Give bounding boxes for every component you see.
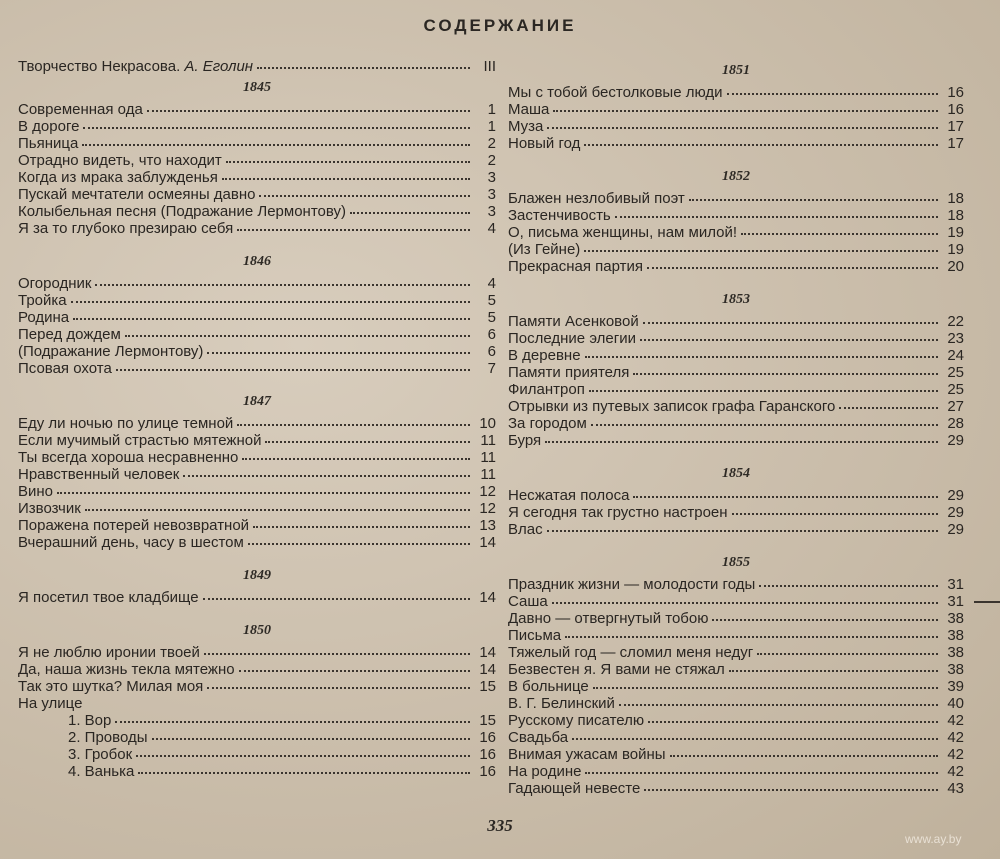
entry-title: 3. Гробок [68, 746, 133, 763]
entry-page: 14 [479, 661, 496, 678]
entry-page: 29 [947, 504, 964, 521]
year-heading: 1850 [243, 623, 271, 638]
entry-page: 25 [947, 364, 964, 381]
entry-page: 20 [947, 258, 964, 275]
dot-leader [757, 647, 938, 655]
entry-title: В больнице [508, 678, 589, 695]
toc-entry [508, 661, 964, 678]
year-heading: 1846 [243, 254, 271, 269]
toc-entry [18, 644, 496, 661]
toc-entry [508, 381, 964, 398]
entry-page: 42 [947, 729, 964, 746]
toc-entry [18, 483, 496, 500]
section-gap [18, 606, 496, 618]
dot-leader [643, 316, 938, 324]
entry-page: 29 [947, 432, 964, 449]
entry-title: Отрывки из путевых записок графа Гаранского [508, 398, 836, 415]
entry-title: Маша [508, 101, 550, 118]
entry-page: 12 [479, 500, 496, 517]
toc-entry [508, 780, 964, 797]
entry-page: 15 [479, 712, 496, 729]
entry-page: 14 [479, 534, 496, 551]
entry-page: 39 [947, 678, 964, 695]
dot-leader [85, 503, 470, 511]
entry-page: 31 [947, 593, 964, 610]
entry-title: 1. Вор [68, 712, 112, 729]
intro-page: III [483, 58, 496, 75]
dot-leader [584, 244, 938, 252]
entry-title: Блажен незлобивый поэт [508, 190, 685, 207]
toc-entry [18, 203, 496, 220]
entry-title: Мы с тобой бестолковые люди [508, 84, 723, 101]
dot-leader [248, 537, 470, 545]
toc-entry [508, 347, 964, 364]
toc-entry [18, 712, 496, 729]
entry-title: Тяжелый год — сломил меня недуг [508, 644, 754, 661]
entry-page: 11 [480, 466, 496, 483]
entry-page: 12 [479, 483, 496, 500]
dot-leader [759, 579, 938, 587]
entry-page: 38 [947, 610, 964, 627]
year-heading: 1854 [722, 466, 750, 481]
toc-entry [18, 534, 496, 551]
dot-leader [670, 749, 938, 757]
entry-title: Псовая охота [18, 360, 112, 377]
section-gap [18, 377, 496, 389]
entry-page: 7 [487, 360, 496, 377]
entry-title: Влас [508, 521, 543, 538]
dot-leader [204, 647, 470, 655]
toc-entry [18, 309, 496, 326]
entry-title: В деревне [508, 347, 581, 364]
entry-title: Пьяница [18, 135, 79, 152]
entry-page: 42 [947, 763, 964, 780]
entry-title: Я сегодня так грустно настроен [508, 504, 728, 521]
toc-entry [508, 84, 964, 101]
entry-page: 25 [947, 381, 964, 398]
entry-page: 11 [480, 449, 496, 466]
entry-page: 11 [480, 432, 496, 449]
toc-entry [18, 500, 496, 517]
entry-title: Буря [508, 432, 542, 449]
entry-page: 10 [479, 415, 496, 432]
toc-entry [508, 593, 964, 610]
dot-leader [237, 223, 470, 231]
entry-title: В дороге [18, 118, 80, 135]
dot-leader [565, 630, 938, 638]
entry-title: Вино [18, 483, 54, 500]
dot-leader [147, 104, 470, 112]
entry-title: Отрадно видеть, что находит [18, 152, 222, 169]
entry-title: Пускай мечтатели осмеяны давно [18, 186, 256, 203]
toc-entry [18, 135, 496, 152]
entry-title: Поражена потерей невозвратной [18, 517, 250, 534]
dot-leader [553, 104, 938, 112]
toc-entry [508, 190, 964, 207]
dot-leader [648, 715, 938, 723]
entry-page: 23 [947, 330, 964, 347]
dot-leader [207, 681, 470, 689]
dot-leader [727, 87, 938, 95]
dot-leader [257, 61, 470, 69]
entry-page: 16 [947, 84, 964, 101]
entry-title: Ты всегда хороша несравненно [18, 449, 239, 466]
section-gap [18, 237, 496, 249]
dot-leader [552, 596, 938, 604]
dot-leader [585, 350, 938, 358]
entry-page: 15 [479, 678, 496, 695]
section-gap [18, 551, 496, 563]
entry-title: Русскому писателю [508, 712, 645, 729]
entry-title: Праздник жизни — молодости годы [508, 576, 756, 593]
toc-entry [18, 729, 496, 746]
entry-page: 38 [947, 627, 964, 644]
toc-entry [18, 360, 496, 377]
entry-title: Давно — отвергнутый тобою [508, 610, 709, 627]
toc-intro-row [18, 58, 496, 75]
entry-page: 28 [947, 415, 964, 432]
dot-leader [57, 486, 470, 494]
toc-entry [508, 763, 964, 780]
dot-leader [136, 749, 470, 757]
intro-text: Творчество Некрасова. [18, 58, 181, 75]
toc-entry [508, 695, 964, 712]
dot-leader [265, 435, 470, 443]
toc-entry [508, 364, 964, 381]
toc-entry [18, 449, 496, 466]
entry-title: Прекрасная партия [508, 258, 643, 275]
left-sections [18, 75, 496, 780]
toc-entry [18, 678, 496, 695]
entry-title: Так это шутка? Милая моя [18, 678, 204, 695]
toc-entry [508, 313, 964, 330]
entry-title: Да, наша жизнь текла мятежно [18, 661, 235, 678]
dot-leader [239, 664, 470, 672]
entry-page: 19 [947, 241, 964, 258]
dot-leader [712, 613, 938, 621]
dot-leader [619, 698, 938, 706]
entry-title: Если мучимый страстью мятежной [18, 432, 262, 449]
dot-leader [350, 206, 470, 214]
dot-leader [259, 189, 470, 197]
dot-leader [732, 507, 938, 515]
dot-leader [584, 138, 938, 146]
dot-leader [547, 121, 938, 129]
entry-page: 18 [947, 190, 964, 207]
entry-title: Муза [508, 118, 544, 135]
dot-leader [615, 210, 938, 218]
entry-page: 16 [479, 763, 496, 780]
entry-page: 42 [947, 746, 964, 763]
dot-leader [644, 783, 938, 791]
entry-page: 24 [947, 347, 964, 364]
year-heading: 1849 [243, 568, 271, 583]
entry-page: 29 [947, 487, 964, 504]
entry-page: 1 [487, 101, 496, 118]
section-gap [508, 538, 964, 550]
entry-page: 27 [947, 398, 964, 415]
toc-entry [508, 678, 964, 695]
toc-entry [18, 432, 496, 449]
entry-title: Когда из мрака заблужденья [18, 169, 218, 186]
toc-entry [18, 343, 496, 360]
dot-leader [207, 346, 470, 354]
entry-title: Перед дождем [18, 326, 121, 343]
entry-title: Тройка [18, 292, 67, 309]
dot-leader [585, 766, 938, 774]
year-heading: 1852 [722, 169, 750, 184]
entry-title: О, письма женщины, нам милой! [508, 224, 738, 241]
dot-leader [116, 363, 470, 371]
year-heading: 1855 [722, 555, 750, 570]
entry-page: 5 [487, 292, 496, 309]
entry-title: Письма [508, 627, 562, 644]
entry-title: Современная ода [18, 101, 143, 118]
entry-title: Свадьба [508, 729, 569, 746]
entry-page: 2 [487, 135, 496, 152]
entry-page: 4 [487, 275, 496, 292]
dot-leader [591, 418, 938, 426]
entry-title: Филантроп [508, 381, 585, 398]
toc-entry [508, 258, 964, 275]
entry-title: В. Г. Белинский [508, 695, 615, 712]
dot-leader [633, 490, 938, 498]
toc-entry [508, 432, 964, 449]
entry-title: 4. Ванька [68, 763, 135, 780]
entry-title: Памяти Асенковой [508, 313, 639, 330]
entry-page: 6 [487, 343, 496, 360]
entry-title: На родине [508, 763, 582, 780]
dot-leader [125, 329, 470, 337]
entry-title: Памяти приятеля [508, 364, 630, 381]
dot-leader [729, 664, 938, 672]
toc-entry [18, 118, 496, 135]
entry-page: 3 [487, 186, 496, 203]
toc-entry [18, 466, 496, 483]
dot-leader [152, 732, 471, 740]
entry-page: 29 [947, 521, 964, 538]
toc-entry [18, 661, 496, 678]
entry-page: 17 [947, 118, 964, 135]
entry-title: Я за то глубоко презираю себя [18, 220, 234, 237]
toc-entry [18, 746, 496, 763]
dot-leader [593, 681, 938, 689]
toc-column-right [508, 58, 964, 797]
toc-entry [508, 610, 964, 627]
toc-entry [508, 241, 964, 258]
dot-leader [839, 401, 938, 409]
entry-title: (Из Гейне) [508, 241, 581, 258]
page-number: 335 [487, 816, 513, 835]
entry-page: 18 [947, 207, 964, 224]
toc-entry [508, 487, 964, 504]
toc-entry [508, 398, 964, 415]
toc-entry [508, 521, 964, 538]
entry-title: Нравственный человек [18, 466, 180, 483]
entry-title: Извозчик [18, 500, 81, 517]
toc-entry [508, 627, 964, 644]
entry-page: 14 [479, 589, 496, 606]
toc-entry [508, 576, 964, 593]
toc-entry [18, 169, 496, 186]
toc-column-left [18, 58, 496, 780]
year-heading: 1847 [243, 394, 271, 409]
dot-leader [222, 172, 470, 180]
dot-leader [689, 193, 938, 201]
intro-author: А. Еголин [184, 58, 254, 75]
entry-title: Родина [18, 309, 70, 326]
section-gap [508, 275, 964, 287]
entry-page: 6 [487, 326, 496, 343]
toc-entry [18, 695, 496, 712]
dot-leader [647, 261, 938, 269]
dot-leader [572, 732, 938, 740]
toc-entry [508, 415, 964, 432]
entry-title: Несжатая полоса [508, 487, 630, 504]
section-gap [508, 152, 964, 164]
toc-entry [18, 220, 496, 237]
dot-leader [633, 367, 938, 375]
entry-title: Колыбельная песня (Подражание Лермонтову) [18, 203, 346, 220]
entry-page: 42 [947, 712, 964, 729]
entry-title: Еду ли ночью по улице темной [18, 415, 234, 432]
watermark: www.ay.by [905, 832, 962, 846]
section-gap [508, 449, 964, 461]
entry-title: Гадающей невесте [508, 780, 641, 797]
toc-entry [508, 644, 964, 661]
right-sections [508, 58, 964, 797]
toc-entry [508, 330, 964, 347]
entry-title: Я посетил твое кладбище [18, 589, 199, 606]
toc-entry [18, 152, 496, 169]
toc-entry [18, 589, 496, 606]
dot-leader [589, 384, 938, 392]
entry-title: На улице [18, 695, 83, 712]
entry-page: 17 [947, 135, 964, 152]
dot-leader [226, 155, 470, 163]
entry-page: 38 [947, 644, 964, 661]
year-heading: 1853 [722, 292, 750, 307]
entry-title: Безвестен я. Я вами не стяжал [508, 661, 725, 678]
entry-title: Огородник [18, 275, 92, 292]
dot-leader [82, 138, 470, 146]
dot-leader [183, 469, 470, 477]
toc-entry [18, 186, 496, 203]
toc-entry [508, 712, 964, 729]
entry-title: Внимая ужасам войны [508, 746, 666, 763]
entry-title: Застенчивость [508, 207, 611, 224]
entry-title: Вчерашний день, часу в шестом [18, 534, 244, 551]
dot-leader [95, 278, 470, 286]
year-heading: 1845 [243, 80, 271, 95]
entry-title: Новый год [508, 135, 581, 152]
toc-entry [18, 415, 496, 432]
toc-entry [508, 118, 964, 135]
entry-page: 16 [947, 101, 964, 118]
entry-page: 13 [479, 517, 496, 534]
dot-leader [237, 418, 470, 426]
entry-page: 1 [487, 118, 496, 135]
entry-page: 31 [947, 576, 964, 593]
entry-page: 38 [947, 661, 964, 678]
entry-page: 22 [947, 313, 964, 330]
entry-title: Я не люблю иронии твоей [18, 644, 200, 661]
dot-leader [640, 333, 938, 341]
entry-title: За городом [508, 415, 587, 432]
dot-leader [73, 312, 470, 320]
entry-page: 3 [487, 169, 496, 186]
toc-entry [508, 224, 964, 241]
entry-title: Последние элегии [508, 330, 636, 347]
toc-entry [18, 326, 496, 343]
toc-entry [18, 517, 496, 534]
dot-leader [115, 715, 470, 723]
dot-leader [253, 520, 470, 528]
dot-leader [83, 121, 470, 129]
toc-entry [508, 729, 964, 746]
toc-entry [508, 504, 964, 521]
margin-mark [974, 601, 1000, 603]
page-title: СОДЕРЖАНИЕ [423, 16, 577, 35]
entry-page: 19 [947, 224, 964, 241]
entry-page: 5 [487, 309, 496, 326]
dot-leader [71, 295, 470, 303]
toc-entry [508, 207, 964, 224]
entry-page: 3 [487, 203, 496, 220]
entry-page: 14 [479, 644, 496, 661]
dot-leader [138, 766, 470, 774]
dot-leader [242, 452, 470, 460]
entry-page: 16 [479, 729, 496, 746]
dot-leader [547, 524, 938, 532]
toc-entry [508, 101, 964, 118]
toc-entry [508, 746, 964, 763]
toc-entry [18, 763, 496, 780]
year-heading: 1851 [722, 63, 750, 78]
toc-entry [508, 135, 964, 152]
dot-leader [741, 227, 938, 235]
toc-entry [18, 275, 496, 292]
dot-leader [203, 592, 470, 600]
toc-entry [18, 292, 496, 309]
entry-page: 4 [487, 220, 496, 237]
entry-page: 2 [487, 152, 496, 169]
entry-title: Саша [508, 593, 548, 610]
entry-page: 40 [947, 695, 964, 712]
dot-leader [545, 435, 938, 443]
entry-title: 2. Проводы [68, 729, 148, 746]
toc-entry [18, 101, 496, 118]
entry-page: 16 [479, 746, 496, 763]
entry-page: 43 [947, 780, 964, 797]
entry-title: (Подражание Лермонтову) [18, 343, 204, 360]
